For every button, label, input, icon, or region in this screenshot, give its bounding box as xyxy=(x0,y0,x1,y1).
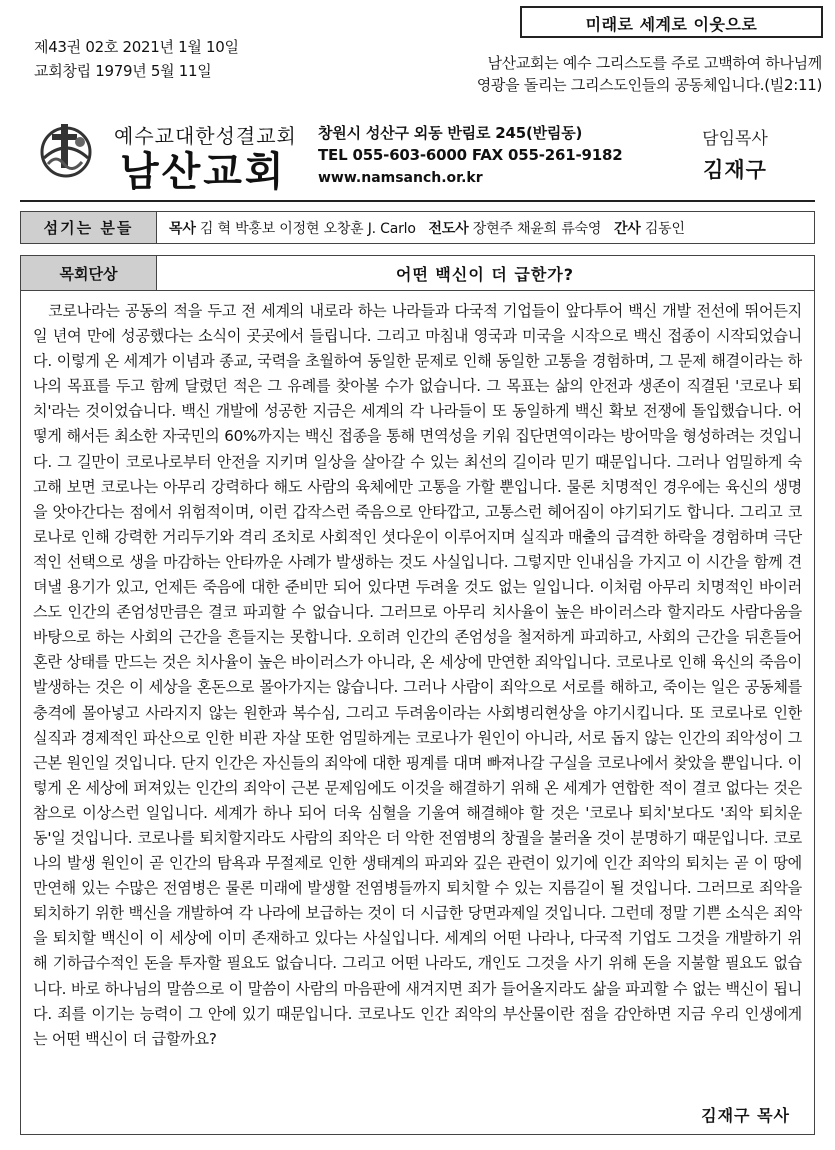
servants-label: 섬기는 분들 xyxy=(21,212,157,243)
servants-row xyxy=(20,211,815,244)
intro-text xyxy=(340,52,822,96)
servants-list xyxy=(157,218,685,238)
evangelists-label: 전도사 xyxy=(428,220,469,237)
header-divider xyxy=(20,200,815,202)
column-body: 코로나라는 공동의 적을 두고 전 세계의 내로라 하는 나라들과 다국적 기업들이 앞다투어 백신 개발 전선에 뛰어든지 일 년여 만에 성공했다는 소식이 곳곳에서 들립니다. 그리고 마침내 영국과 미국을 시작으로 백신 접종이 시작되었습니다. 이렇게 온 세계가 이념과 종교, 국력을 초월하여 동일한 문제로 인해 동일한 고통을 경험하며, 그 문제 해결이라는 하나의 목표를 두고 함께 달렸던 적은 그 유례를 찾아볼 수가 없습니다. 그 목표는 삶의 안전과 생존이 직결된 '코로나 퇴치'라는 것이었습니다. 백신 개발에 성공한 지금은 세계의 각 나라들이 또 동일하게 백신 확보 전쟁에 돌입했습니다. 어떻게 해서든 최소한 자국민의 60%까지는 백신 접종을 통해 면역성을 키워 집단면역이라는 방어막을 형성하려는 것입니다. 그 길만이 코로나로부터 안전을 지키며 일상을 살아갈 수 있는 최선의 길이라 믿기 때문입니다. 그러나 엄밀하게 숙고해 보면 코로나는 아무리 강력하다 해도 사람의 육체에만 고통을 가할 뿐입니다. 물론 치명적인 경우에는 육신의 생명을 앗아간다는 점에서 위험적이며, 이런 갑작스런 죽음으로 안타깝고, 고통스런 헤어짐이 야기되기도 합니다. 그리고 코로나로 인해 강력한 거리두기와 격리 조치로 사회적인 셧다운이 이루어지며 실직과 매출의 급격한 하락을 경험하며 극단적인 선택으로 생을 마감하는 안타까운 사례가 발생하는 것도 사실입니다. 그렇지만 인내심을 가지고 이 시간을 함께 견뎌낼 용기가 있고, 언제든 죽음에 대한 준비만 되어 있다면 두려울 것도 없는 일입니다. 이처럼 아무리 치명적인 바이러스도 인간의 존엄성만큼은 결코 파괴할 수 없습니다. 그러므로 아무리 치사율이 높은 바이러스라 할지라도 사람다움을 바탕으로 하는 사회의 근간을 흔들지는 못합니다. 오히려 인간의 존엄성을 철저하게 파괴하고, 사회의 근간을 뒤흔들어 혼란 상태를 만드는 것은 치사율이 높은 바이러스가 아니라, 온 세상에 만연한 죄악입니다. 코로나로 인해 육신의 죽음이 발생하는 것은 이 세상을 혼돈으로 몰아가지는 않습니다. 그러나 사람이 죄악으로 서로를 해하고, 죽이는 일은 공동체를 충격에 몰아넣고 사라지지 않는 원한과 복수심, 그리고 두려움이라는 사회병리현상을 야기시킵니다. 또 코로나로 인한 실직과 경제적인 파산으로 인한 비관 자살 또한 엄밀하게는 코로나가 원인이 아니라, 서로 돕지 않는 인간의 죄악성이 그 근본 원인일 것입니다. 단지 인간은 자신들의 죄악에 대한 핑계를 대며 빠져나갈 구실을 코로나에서 찾았을 뿐입니다. 이렇게 온 세상에 퍼져있는 인간의 죄악이 근본 문제임에도 이것을 해결하기 위해 온 세계가 연합한 적이 결코 없다는 것은 참으로 이상스런 일입니다. 세계가 하나 되어 더욱 심혈을 기울여 해결해야 할 것은 '코로나 퇴치'보다도 '죄악 퇴치운동'일 것입니다. 코로나를 퇴치할지라도 사람의 죄악은 더 악한 전염병의 창궐을 불러올 것이 분명하기 때문입니다. 코로나의 발생 원인이 곧 인간의 탐욕과 무절제로 인한 생태계의 파괴와 깊은 관련이 있기에 인간 죄악의 퇴치는 곧 이 땅에 만연해 있는 수많은 전염병은 물론 미래에 발생할 전염병들까지 퇴치할 수 있는 지름길이 될 것입니다. 그러므로 죄악을 퇴치하기 위한 백신을 개발하여 각 나라에 보급하는 것이 더 시급한 당면과제일 것입니다. 그런데 정말 기쁜 소식은 죄악을 퇴치할 백신이 이 세상에 이미 존재하고 있다는 사실입니다. 세계의 어떤 나라나, 다국적 기업도 그것을 개발하기 위해 기하급수적인 돈을 투자할 필요도 없습니다. 그리고 어떤 나라도, 개인도 그것을 사기 위해 돈을 지불할 필요도 없습니다. 바로 하나님의 말씀으로 이 말씀이 사람의 마음판에 새겨지면 죄가 들어올지라도 삶을 파괴할 수 없는 백신이 됩니다. 죄를 이기는 능력이 그 안에 있기 때문입니다. 코로나도 인간 죄악의 부산물이란 점을 감안하면 지금 우리 인생에게는 어떤 백신이 더 급할까요? xyxy=(33,302,802,1048)
column-label: 목회단상 xyxy=(21,256,157,290)
evangelists-names: 장현주 채윤희 류숙영 xyxy=(472,220,602,237)
motto-box xyxy=(520,6,823,38)
motto: 미래로 세계로 이웃으로 xyxy=(585,15,758,34)
officer-name: 김동인 xyxy=(644,220,685,237)
pastors-names: 김 혁 박홍보 이정현 오창훈 J. Carlo xyxy=(199,220,416,237)
intro-line-1: 남산교회는 예수 그리스도를 주로 고백하여 하나님께 xyxy=(487,54,822,72)
column-signature: 김재구 목사 xyxy=(701,1106,790,1125)
pastor-name: 김재구 xyxy=(703,158,767,182)
church-phone: TEL 055-603-6000 FAX 055-261-9182 xyxy=(318,146,623,164)
founded-line: 교회창립 1979년 5월 11일 xyxy=(34,62,212,80)
column-title: 어떤 백신이 더 급한가? xyxy=(395,264,575,284)
church-address: 창원시 성산구 외동 반림로 245(반림동) xyxy=(318,124,583,142)
pastor-label: 담임목사 xyxy=(702,129,768,149)
church-logo-icon xyxy=(34,118,98,182)
church-website[interactable]: www.namsanch.or.kr xyxy=(318,170,483,186)
church-name: 남산교회 xyxy=(120,149,287,195)
pastors-label: 목사 xyxy=(169,220,196,237)
intro-line-2: 영광을 돌리는 그리스도인들의 공동체입니다.(빌2:11) xyxy=(476,76,822,94)
officer-label: 간사 xyxy=(613,220,641,237)
pastor-column xyxy=(20,255,815,1135)
issue-line: 제43권 02호 2021년 1월 10일 xyxy=(34,38,239,56)
denomination: 예수교대한성결교회 xyxy=(114,124,297,148)
column-header xyxy=(21,256,814,291)
